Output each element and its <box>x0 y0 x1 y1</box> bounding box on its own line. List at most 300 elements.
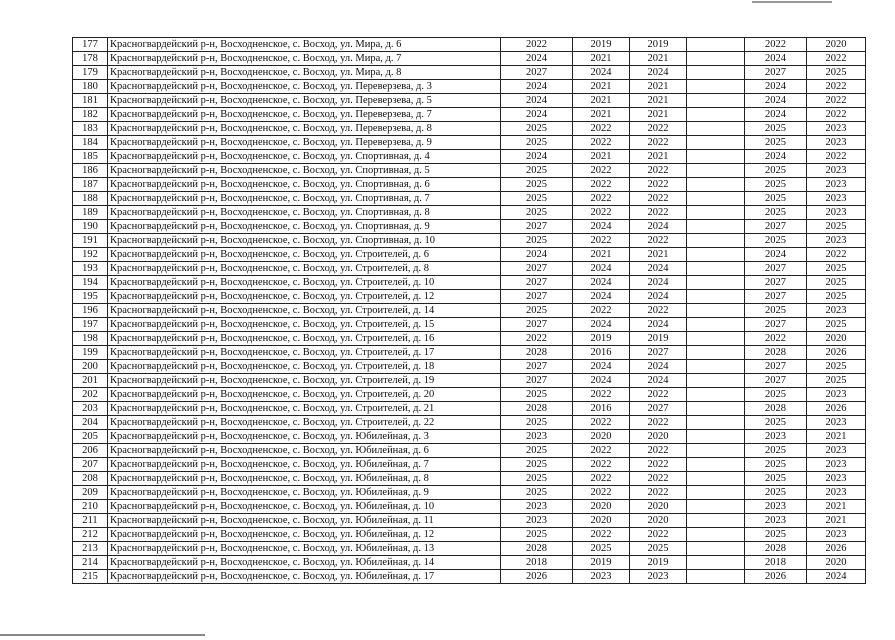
address-cell: Красногвардейский р-н, Восходненское, с. Восход, ул. Строителей, д. 17 <box>108 346 501 360</box>
year-cell-5: 2028 <box>745 542 807 556</box>
year-cell-5: 2025 <box>745 486 807 500</box>
year-cell-5: 2028 <box>745 346 807 360</box>
year-cell-6: 2023 <box>807 122 866 136</box>
row-number: 201 <box>73 374 108 388</box>
table-row <box>73 556 866 570</box>
year-cell-2: 2021 <box>573 80 630 94</box>
year-cell-6: 2022 <box>807 52 866 66</box>
table-row <box>73 304 866 318</box>
year-cell-5: 2027 <box>745 220 807 234</box>
year-cell-1: 2028 <box>501 346 573 360</box>
year-cell-5: 2025 <box>745 444 807 458</box>
year-cell-4 <box>687 164 745 178</box>
year-cell-2: 2022 <box>573 486 630 500</box>
year-cell-3: 2022 <box>630 388 687 402</box>
table-row <box>73 416 866 430</box>
row-number: 206 <box>73 444 108 458</box>
year-cell-5: 2018 <box>745 556 807 570</box>
address-cell: Красногвардейский р-н, Восходненское, с. Восход, ул. Юбилейная, д. 8 <box>108 472 501 486</box>
address-cell: Красногвардейский р-н, Восходненское, с. Восход, ул. Мира, д. 7 <box>108 52 501 66</box>
row-number: 196 <box>73 304 108 318</box>
year-cell-4 <box>687 444 745 458</box>
year-cell-6: 2025 <box>807 360 866 374</box>
year-cell-1: 2024 <box>501 108 573 122</box>
address-cell: Красногвардейский р-н, Восходненское, с. Восход, ул. Строителей, д. 16 <box>108 332 501 346</box>
year-cell-1: 2025 <box>501 136 573 150</box>
table-row <box>73 206 866 220</box>
year-cell-6: 2025 <box>807 262 866 276</box>
year-cell-1: 2025 <box>501 458 573 472</box>
row-number: 204 <box>73 416 108 430</box>
year-cell-6: 2023 <box>807 416 866 430</box>
year-cell-5: 2022 <box>745 38 807 52</box>
year-cell-2: 2019 <box>573 556 630 570</box>
year-cell-3: 2019 <box>630 332 687 346</box>
table-row <box>73 178 866 192</box>
row-number: 181 <box>73 94 108 108</box>
year-cell-5: 2023 <box>745 500 807 514</box>
year-cell-4 <box>687 528 745 542</box>
row-number: 214 <box>73 556 108 570</box>
address-cell: Красногвардейский р-н, Восходненское, с. Восход, ул. Спортивная, д. 8 <box>108 206 501 220</box>
year-cell-5: 2027 <box>745 262 807 276</box>
year-cell-3: 2022 <box>630 304 687 318</box>
year-cell-4 <box>687 122 745 136</box>
year-cell-1: 2027 <box>501 276 573 290</box>
row-number: 211 <box>73 514 108 528</box>
year-cell-6: 2021 <box>807 430 866 444</box>
year-cell-1: 2023 <box>501 500 573 514</box>
year-cell-1: 2025 <box>501 444 573 458</box>
year-cell-4 <box>687 388 745 402</box>
address-cell: Красногвардейский р-н, Восходненское, с. Восход, ул. Строителей, д. 6 <box>108 248 501 262</box>
year-cell-1: 2027 <box>501 360 573 374</box>
table-row <box>73 136 866 150</box>
year-cell-3: 2023 <box>630 570 687 584</box>
address-cell: Красногвардейский р-н, Восходненское, с. Восход, ул. Спортивная, д. 4 <box>108 150 501 164</box>
year-cell-2: 2024 <box>573 374 630 388</box>
row-number: 212 <box>73 528 108 542</box>
year-cell-3: 2027 <box>630 346 687 360</box>
table-row <box>73 276 866 290</box>
year-cell-1: 2024 <box>501 80 573 94</box>
year-cell-6: 2023 <box>807 472 866 486</box>
address-cell: Красногвардейский р-н, Восходненское, с. Восход, ул. Юбилейная, д. 7 <box>108 458 501 472</box>
year-cell-5: 2025 <box>745 472 807 486</box>
year-cell-3: 2022 <box>630 178 687 192</box>
row-number: 213 <box>73 542 108 556</box>
table-row <box>73 570 866 584</box>
row-number: 203 <box>73 402 108 416</box>
table-row <box>73 486 866 500</box>
year-cell-3: 2021 <box>630 108 687 122</box>
year-cell-5: 2024 <box>745 108 807 122</box>
year-cell-1: 2027 <box>501 220 573 234</box>
year-cell-1: 2025 <box>501 304 573 318</box>
year-cell-5: 2022 <box>745 332 807 346</box>
table-row <box>73 332 866 346</box>
row-number: 192 <box>73 248 108 262</box>
year-cell-1: 2025 <box>501 486 573 500</box>
year-cell-4 <box>687 262 745 276</box>
year-cell-5: 2027 <box>745 276 807 290</box>
year-cell-1: 2022 <box>501 38 573 52</box>
year-cell-6: 2023 <box>807 136 866 150</box>
table-row <box>73 388 866 402</box>
year-cell-3: 2022 <box>630 192 687 206</box>
row-number: 215 <box>73 570 108 584</box>
year-cell-4 <box>687 192 745 206</box>
year-cell-5: 2028 <box>745 402 807 416</box>
year-cell-4 <box>687 486 745 500</box>
year-cell-6: 2023 <box>807 388 866 402</box>
address-cell: Красногвардейский р-н, Восходненское, с. Восход, ул. Переверзева, д. 9 <box>108 136 501 150</box>
year-cell-4 <box>687 220 745 234</box>
table-row <box>73 472 866 486</box>
row-number: 191 <box>73 234 108 248</box>
table-row <box>73 66 866 80</box>
address-cell: Красногвардейский р-н, Восходненское, с. Восход, ул. Юбилейная, д. 13 <box>108 542 501 556</box>
year-cell-6: 2025 <box>807 276 866 290</box>
table-row <box>73 234 866 248</box>
table-row <box>73 458 866 472</box>
address-cell: Красногвардейский р-н, Восходненское, с. Восход, ул. Юбилейная, д. 17 <box>108 570 501 584</box>
year-cell-5: 2027 <box>745 290 807 304</box>
year-cell-6: 2025 <box>807 374 866 388</box>
year-cell-3: 2020 <box>630 500 687 514</box>
table-row <box>73 500 866 514</box>
table-row <box>73 528 866 542</box>
year-cell-2: 2022 <box>573 444 630 458</box>
year-cell-4 <box>687 514 745 528</box>
year-cell-2: 2022 <box>573 458 630 472</box>
year-cell-2: 2022 <box>573 234 630 248</box>
year-cell-1: 2024 <box>501 150 573 164</box>
year-cell-6: 2026 <box>807 402 866 416</box>
year-cell-1: 2025 <box>501 178 573 192</box>
table-row <box>73 346 866 360</box>
year-cell-1: 2028 <box>501 402 573 416</box>
year-cell-2: 2022 <box>573 164 630 178</box>
year-cell-2: 2024 <box>573 66 630 80</box>
year-cell-3: 2022 <box>630 136 687 150</box>
row-number: 188 <box>73 192 108 206</box>
address-cell: Красногвардейский р-н, Восходненское, с. Восход, ул. Строителей, д. 8 <box>108 262 501 276</box>
row-number: 184 <box>73 136 108 150</box>
table-row <box>73 164 866 178</box>
row-number: 189 <box>73 206 108 220</box>
year-cell-6: 2022 <box>807 94 866 108</box>
table-row <box>73 220 866 234</box>
year-cell-1: 2025 <box>501 472 573 486</box>
year-cell-3: 2019 <box>630 38 687 52</box>
address-cell: Красногвардейский р-н, Восходненское, с. Восход, ул. Переверзева, д. 8 <box>108 122 501 136</box>
year-cell-6: 2023 <box>807 234 866 248</box>
year-cell-4 <box>687 570 745 584</box>
year-cell-6: 2026 <box>807 346 866 360</box>
row-number: 185 <box>73 150 108 164</box>
year-cell-5: 2024 <box>745 80 807 94</box>
year-cell-5: 2025 <box>745 136 807 150</box>
year-cell-3: 2022 <box>630 234 687 248</box>
year-cell-2: 2021 <box>573 248 630 262</box>
year-cell-4 <box>687 80 745 94</box>
year-cell-6: 2023 <box>807 192 866 206</box>
year-cell-6: 2023 <box>807 164 866 178</box>
year-cell-6: 2023 <box>807 444 866 458</box>
year-cell-4 <box>687 500 745 514</box>
year-cell-3: 2024 <box>630 66 687 80</box>
year-cell-1: 2025 <box>501 234 573 248</box>
year-cell-5: 2025 <box>745 416 807 430</box>
year-cell-5: 2025 <box>745 192 807 206</box>
table-row <box>73 150 866 164</box>
address-cell: Красногвардейский р-н, Восходненское, с. Восход, ул. Строителей, д. 15 <box>108 318 501 332</box>
year-cell-6: 2023 <box>807 206 866 220</box>
row-number: 202 <box>73 388 108 402</box>
address-cell: Красногвардейский р-н, Восходненское, с. Восход, ул. Переверзева, д. 5 <box>108 94 501 108</box>
address-cell: Красногвардейский р-н, Восходненское, с. Восход, ул. Спортивная, д. 5 <box>108 164 501 178</box>
year-cell-4 <box>687 332 745 346</box>
year-cell-2: 2020 <box>573 430 630 444</box>
address-cell: Красногвардейский р-н, Восходненское, с. Восход, ул. Спортивная, д. 9 <box>108 220 501 234</box>
table-row <box>73 318 866 332</box>
year-cell-5: 2023 <box>745 514 807 528</box>
row-number: 199 <box>73 346 108 360</box>
year-cell-3: 2024 <box>630 262 687 276</box>
year-cell-3: 2024 <box>630 374 687 388</box>
year-cell-1: 2018 <box>501 556 573 570</box>
year-cell-2: 2022 <box>573 178 630 192</box>
year-cell-6: 2023 <box>807 486 866 500</box>
row-number: 195 <box>73 290 108 304</box>
table-row <box>73 52 866 66</box>
year-cell-4 <box>687 178 745 192</box>
year-cell-1: 2026 <box>501 570 573 584</box>
table-row <box>73 542 866 556</box>
year-cell-2: 2022 <box>573 192 630 206</box>
year-cell-4 <box>687 66 745 80</box>
row-number: 183 <box>73 122 108 136</box>
address-cell: Красногвардейский р-н, Восходненское, с. Восход, ул. Строителей, д. 12 <box>108 290 501 304</box>
year-cell-2: 2016 <box>573 402 630 416</box>
row-number: 207 <box>73 458 108 472</box>
table-row <box>73 290 866 304</box>
year-cell-4 <box>687 304 745 318</box>
year-cell-5: 2024 <box>745 248 807 262</box>
year-cell-6: 2024 <box>807 570 866 584</box>
year-cell-4 <box>687 402 745 416</box>
year-cell-6: 2023 <box>807 178 866 192</box>
table-row <box>73 402 866 416</box>
year-cell-3: 2022 <box>630 444 687 458</box>
year-cell-3: 2021 <box>630 248 687 262</box>
address-cell: Красногвардейский р-н, Восходненское, с. Восход, ул. Строителей, д. 20 <box>108 388 501 402</box>
address-cell: Красногвардейский р-н, Восходненское, с. Восход, ул. Юбилейная, д. 14 <box>108 556 501 570</box>
year-cell-1: 2027 <box>501 290 573 304</box>
year-cell-2: 2023 <box>573 570 630 584</box>
year-cell-5: 2025 <box>745 206 807 220</box>
table-row <box>73 360 866 374</box>
year-cell-3: 2020 <box>630 514 687 528</box>
year-cell-2: 2021 <box>573 52 630 66</box>
year-cell-5: 2025 <box>745 304 807 318</box>
year-cell-6: 2021 <box>807 514 866 528</box>
year-cell-6: 2020 <box>807 38 866 52</box>
row-number: 178 <box>73 52 108 66</box>
year-cell-1: 2025 <box>501 528 573 542</box>
year-cell-4 <box>687 290 745 304</box>
year-cell-5: 2025 <box>745 178 807 192</box>
year-cell-3: 2027 <box>630 402 687 416</box>
year-cell-4 <box>687 542 745 556</box>
year-cell-3: 2024 <box>630 220 687 234</box>
year-cell-6: 2020 <box>807 332 866 346</box>
year-cell-2: 2019 <box>573 38 630 52</box>
year-cell-5: 2025 <box>745 164 807 178</box>
address-cell: Красногвардейский р-н, Восходненское, с. Восход, ул. Мира, д. 6 <box>108 38 501 52</box>
year-cell-6: 2025 <box>807 66 866 80</box>
year-cell-4 <box>687 556 745 570</box>
row-number: 210 <box>73 500 108 514</box>
year-cell-1: 2022 <box>501 332 573 346</box>
year-cell-4 <box>687 248 745 262</box>
year-cell-4 <box>687 276 745 290</box>
address-cell: Красногвардейский р-н, Восходненское, с. Восход, ул. Строителей, д. 18 <box>108 360 501 374</box>
year-cell-1: 2025 <box>501 388 573 402</box>
year-cell-4 <box>687 108 745 122</box>
year-cell-5: 2025 <box>745 388 807 402</box>
year-cell-4 <box>687 38 745 52</box>
year-cell-4 <box>687 416 745 430</box>
year-cell-3: 2022 <box>630 122 687 136</box>
year-cell-4 <box>687 472 745 486</box>
year-cell-2: 2022 <box>573 388 630 402</box>
scan-edge-mark-bottom <box>0 634 205 636</box>
year-cell-2: 2024 <box>573 262 630 276</box>
year-cell-2: 2020 <box>573 514 630 528</box>
row-number: 197 <box>73 318 108 332</box>
housing-registry-table <box>72 37 866 584</box>
year-cell-6: 2023 <box>807 458 866 472</box>
year-cell-5: 2023 <box>745 430 807 444</box>
address-cell: Красногвардейский р-н, Восходненское, с. Восход, ул. Строителей, д. 14 <box>108 304 501 318</box>
year-cell-2: 2024 <box>573 220 630 234</box>
address-cell: Красногвардейский р-н, Восходненское, с. Восход, ул. Переверзева, д. 3 <box>108 80 501 94</box>
row-number: 198 <box>73 332 108 346</box>
year-cell-6: 2020 <box>807 556 866 570</box>
address-cell: Красногвардейский р-н, Восходненское, с. Восход, ул. Строителей, д. 22 <box>108 416 501 430</box>
year-cell-5: 2024 <box>745 150 807 164</box>
year-cell-3: 2020 <box>630 430 687 444</box>
year-cell-4 <box>687 458 745 472</box>
address-cell: Красногвардейский р-н, Восходненское, с. Восход, ул. Юбилейная, д. 6 <box>108 444 501 458</box>
year-cell-2: 2021 <box>573 94 630 108</box>
year-cell-1: 2027 <box>501 374 573 388</box>
year-cell-2: 2020 <box>573 500 630 514</box>
address-cell: Красногвардейский р-н, Восходненское, с. Восход, ул. Юбилейная, д. 9 <box>108 486 501 500</box>
year-cell-6: 2022 <box>807 108 866 122</box>
year-cell-6: 2025 <box>807 290 866 304</box>
row-number: 177 <box>73 38 108 52</box>
year-cell-2: 2022 <box>573 528 630 542</box>
year-cell-5: 2025 <box>745 528 807 542</box>
year-cell-3: 2021 <box>630 94 687 108</box>
row-number: 208 <box>73 472 108 486</box>
row-number: 179 <box>73 66 108 80</box>
row-number: 200 <box>73 360 108 374</box>
year-cell-2: 2025 <box>573 542 630 556</box>
year-cell-3: 2022 <box>630 472 687 486</box>
year-cell-2: 2016 <box>573 346 630 360</box>
year-cell-5: 2026 <box>745 570 807 584</box>
address-cell: Красногвардейский р-н, Восходненское, с. Восход, ул. Юбилейная, д. 12 <box>108 528 501 542</box>
year-cell-1: 2025 <box>501 416 573 430</box>
row-number: 182 <box>73 108 108 122</box>
year-cell-4 <box>687 52 745 66</box>
year-cell-1: 2025 <box>501 164 573 178</box>
year-cell-2: 2021 <box>573 108 630 122</box>
year-cell-4 <box>687 206 745 220</box>
year-cell-3: 2024 <box>630 318 687 332</box>
year-cell-1: 2024 <box>501 94 573 108</box>
year-cell-1: 2024 <box>501 248 573 262</box>
year-cell-2: 2022 <box>573 304 630 318</box>
year-cell-5: 2024 <box>745 94 807 108</box>
table-row <box>73 374 866 388</box>
year-cell-3: 2021 <box>630 80 687 94</box>
registry-body <box>73 38 866 584</box>
year-cell-4 <box>687 136 745 150</box>
year-cell-4 <box>687 374 745 388</box>
year-cell-3: 2025 <box>630 542 687 556</box>
year-cell-2: 2022 <box>573 206 630 220</box>
table-row <box>73 38 866 52</box>
address-cell: Красногвардейский р-н, Восходненское, с. Восход, ул. Строителей, д. 19 <box>108 374 501 388</box>
year-cell-1: 2027 <box>501 66 573 80</box>
year-cell-6: 2022 <box>807 150 866 164</box>
year-cell-1: 2023 <box>501 430 573 444</box>
table-row <box>73 122 866 136</box>
row-number: 209 <box>73 486 108 500</box>
year-cell-3: 2021 <box>630 52 687 66</box>
address-cell: Красногвардейский р-н, Восходненское, с. Восход, ул. Юбилейная, д. 10 <box>108 500 501 514</box>
year-cell-2: 2022 <box>573 136 630 150</box>
address-cell: Красногвардейский р-н, Восходненское, с. Восход, ул. Спортивная, д. 7 <box>108 192 501 206</box>
year-cell-4 <box>687 94 745 108</box>
table-row <box>73 248 866 262</box>
row-number: 180 <box>73 80 108 94</box>
address-cell: Красногвардейский р-н, Восходненское, с. Восход, ул. Строителей, д. 21 <box>108 402 501 416</box>
year-cell-2: 2022 <box>573 122 630 136</box>
address-cell: Красногвардейский р-н, Восходненское, с. Восход, ул. Спортивная, д. 6 <box>108 178 501 192</box>
year-cell-6: 2026 <box>807 542 866 556</box>
table-row <box>73 444 866 458</box>
year-cell-2: 2024 <box>573 318 630 332</box>
year-cell-4 <box>687 318 745 332</box>
address-cell: Красногвардейский р-н, Восходненское, с. Восход, ул. Юбилейная, д. 11 <box>108 514 501 528</box>
year-cell-3: 2019 <box>630 556 687 570</box>
year-cell-5: 2025 <box>745 458 807 472</box>
year-cell-3: 2022 <box>630 164 687 178</box>
year-cell-5: 2027 <box>745 66 807 80</box>
year-cell-5: 2025 <box>745 122 807 136</box>
year-cell-1: 2027 <box>501 318 573 332</box>
year-cell-3: 2022 <box>630 416 687 430</box>
year-cell-1: 2025 <box>501 192 573 206</box>
table-row <box>73 108 866 122</box>
year-cell-4 <box>687 346 745 360</box>
